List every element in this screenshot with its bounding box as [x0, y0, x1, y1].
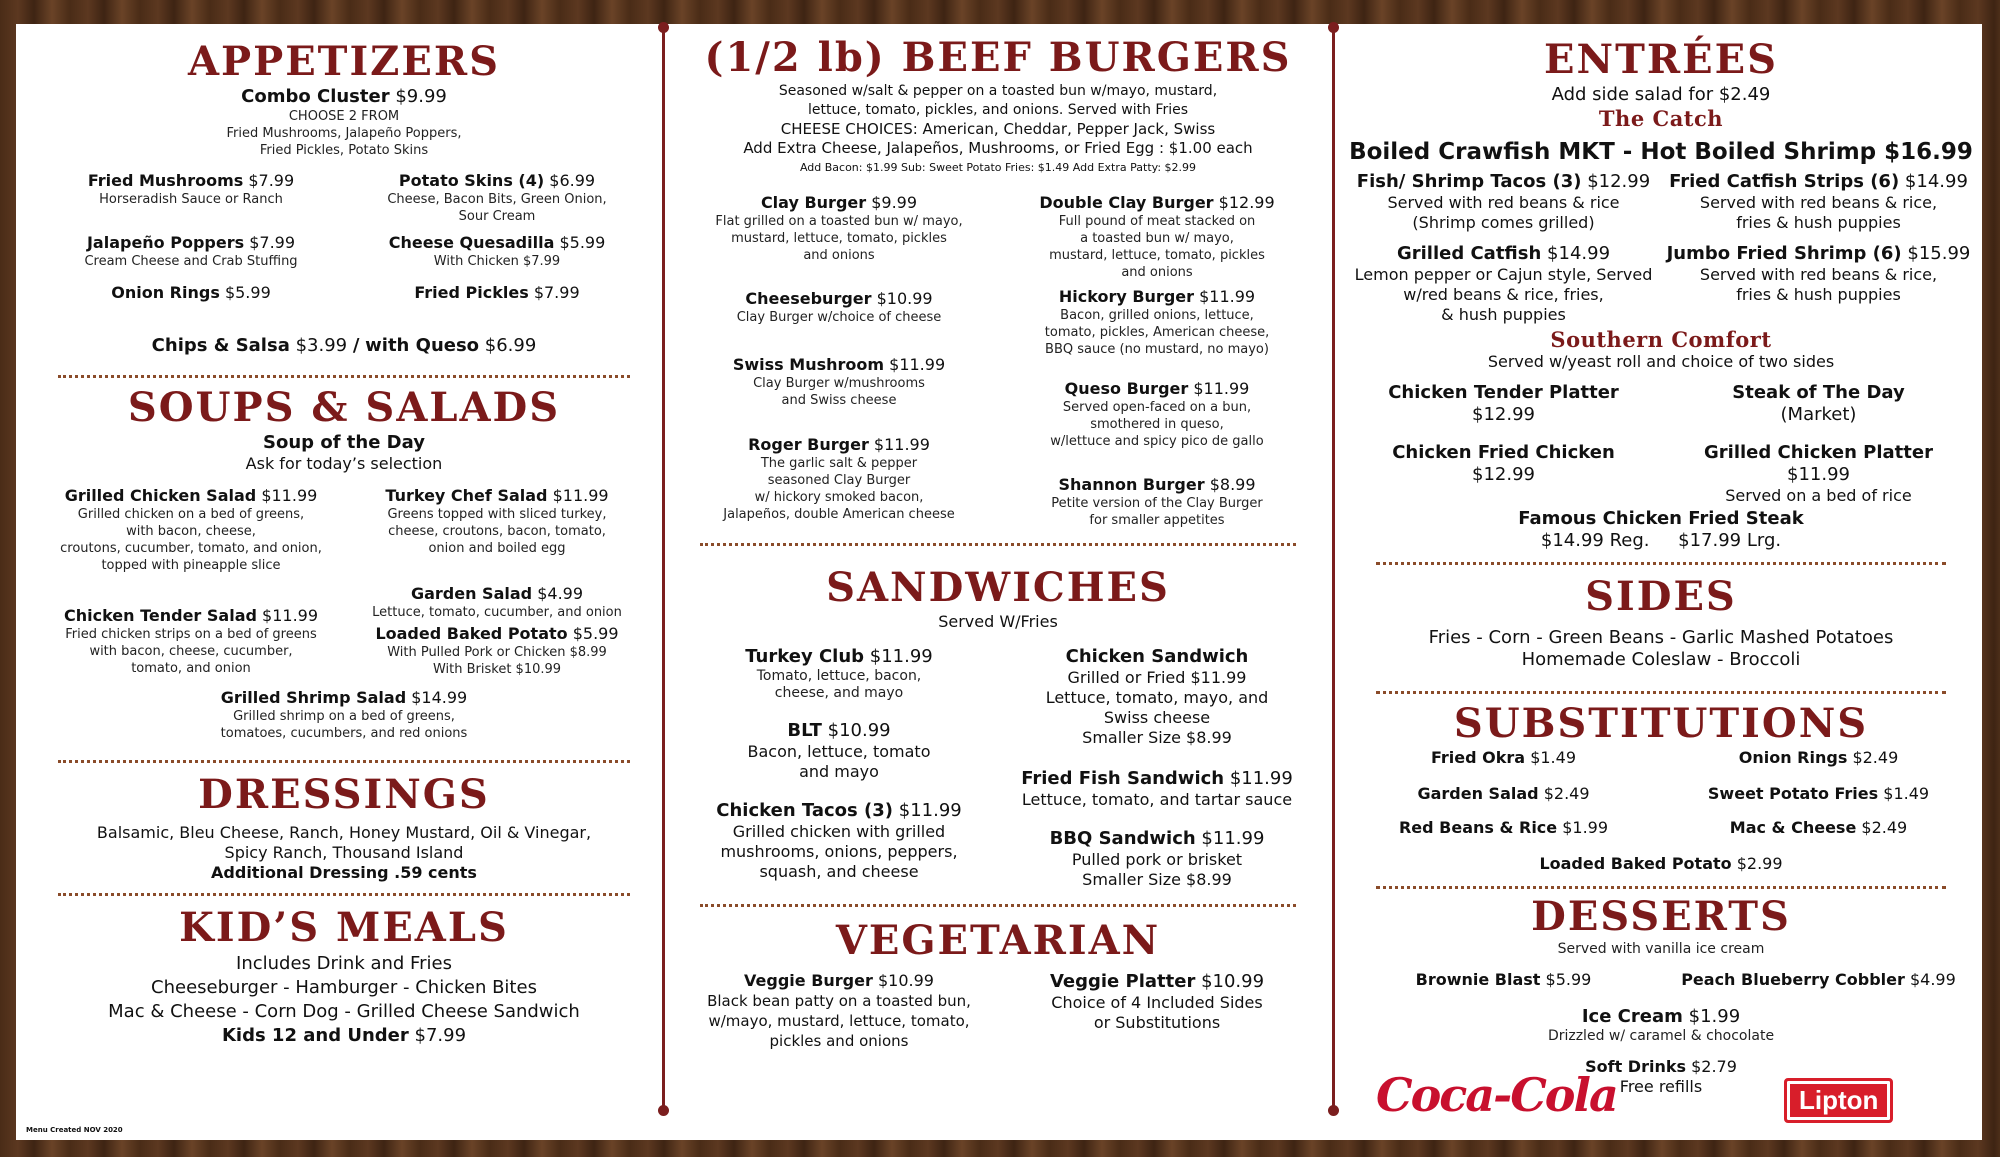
- item-price: $10.99: [876, 289, 933, 308]
- item-price: $14.99 Reg. $17.99 Lrg.: [1540, 530, 1782, 551]
- item-desc: Flat grilled on a toasted bun w/ mayo,: [715, 214, 963, 229]
- menu-item: [38, 486, 344, 606]
- item-desc: Served with red beans & rice: [1387, 193, 1620, 212]
- sandwiches-title: SANDWICHES: [826, 564, 1170, 611]
- footer-note: Menu Created NOV 2020: [26, 1126, 123, 1134]
- menu-item: [38, 233, 344, 283]
- combo-desc: Fried Mushrooms, Jalapeño Poppers,: [226, 126, 462, 141]
- item-desc: With Pulled Pork or Chicken $8.99: [387, 645, 607, 660]
- sides-title: SIDES: [1585, 573, 1737, 620]
- item-desc: Clay Burger w/choice of cheese: [736, 310, 942, 325]
- extras-line: Add Extra Cheese, Jalapeños, Mushrooms, or Fried Egg : $1.00 each: [743, 139, 1253, 157]
- chips-item: [38, 335, 650, 357]
- menu-item: [1661, 442, 1976, 506]
- menu-item: [344, 171, 650, 233]
- section-divider: [1376, 886, 1946, 889]
- item-price: $5.99: [572, 624, 619, 643]
- item-price: $6.99: [484, 335, 537, 356]
- item-desc: Sour Cream: [458, 209, 536, 224]
- item-name: Red Beans & Rice: [1398, 818, 1558, 837]
- menu-item: [1661, 970, 1976, 990]
- item-desc: pickles and onions: [769, 1032, 909, 1050]
- item-desc: mustard, lettuce, tomato, pickles: [1049, 248, 1265, 263]
- catch-title: The Catch: [1598, 106, 1724, 131]
- famous-item: [1346, 508, 1976, 552]
- item-name: Double Clay Burger: [1039, 193, 1214, 212]
- menu-item: [998, 379, 1316, 475]
- item-name: Brownie Blast: [1415, 970, 1541, 989]
- item-desc: Lemon pepper or Cajun style, Served: [1354, 265, 1653, 284]
- item-price: $1.99: [1688, 1006, 1741, 1027]
- item-name: Chips & Salsa: [151, 335, 290, 356]
- menu-item: [998, 828, 1316, 890]
- item-name: Garden Salad: [1417, 784, 1539, 803]
- item-price: $14.99: [411, 688, 468, 707]
- item-price: $8.99: [1209, 475, 1256, 494]
- burgers-intro: [680, 82, 1316, 177]
- sandwich-grid: [680, 646, 1316, 890]
- item-name: Turkey Chef Salad: [385, 486, 548, 505]
- middle-column: [680, 24, 1316, 1051]
- menu-item: [1661, 748, 1976, 784]
- left-column: [38, 24, 650, 1048]
- menu-item: [38, 606, 344, 677]
- item-price: $15.99: [1907, 243, 1971, 264]
- divider-left: [662, 24, 665, 1114]
- dressing-extra: Additional Dressing .59 cents: [211, 863, 477, 882]
- item-desc: cheese, and mayo: [774, 685, 904, 701]
- item-desc: Greens topped with sliced turkey,: [387, 507, 607, 522]
- item-price: $2.79: [1691, 1057, 1737, 1076]
- item-name: Onion Rings: [1738, 748, 1848, 767]
- combo-note: CHOOSE 2 FROM: [288, 109, 400, 124]
- item-name: Grilled Chicken Platter: [1704, 442, 1933, 463]
- sandwiches-subtitle: Served W/Fries: [938, 612, 1058, 631]
- combo-item: [38, 86, 650, 159]
- item-name: Loaded Baked Potato: [375, 624, 568, 643]
- item-price: $11.99: [1199, 287, 1256, 306]
- item-price: $7.99: [248, 171, 295, 190]
- item-name: Jalapeño Poppers: [86, 233, 245, 252]
- burger-grid: [680, 193, 1316, 529]
- item-price: $7.99: [249, 233, 296, 252]
- item-name: Fried Pickles: [414, 283, 529, 302]
- entrees-subtitle: Add side salad for $2.49: [1551, 84, 1771, 105]
- item-desc: The garlic salt & pepper: [760, 456, 918, 471]
- menu-item: [680, 720, 998, 800]
- item-price: $12.99: [1218, 193, 1275, 212]
- intro-line: lettuce, tomato, pickles, and onions. Served with Fries: [807, 102, 1189, 118]
- item-price: $2.49: [1861, 818, 1908, 837]
- item-price: $4.99: [1909, 970, 1956, 989]
- combo-price: $9.99: [395, 86, 447, 107]
- item-desc: topped with pineapple slice: [101, 558, 281, 573]
- item-desc: Bacon, lettuce, tomato: [747, 742, 931, 761]
- item-desc: squash, and cheese: [759, 862, 919, 881]
- item-name: Chicken Sandwich: [1065, 646, 1249, 667]
- substitution-grid: [1346, 748, 1976, 854]
- item-name: Swiss Mushroom: [732, 355, 885, 374]
- menu-item: [1346, 818, 1661, 854]
- item-desc: Lettuce, tomato, and tartar sauce: [1021, 790, 1293, 809]
- vegetarian-title: VEGETARIAN: [835, 917, 1161, 964]
- item-name: BLT: [787, 720, 822, 741]
- item-desc: Clay Burger w/mushrooms: [753, 376, 925, 391]
- section-divider: [700, 543, 1296, 546]
- item-desc: Free refills: [1619, 1077, 1703, 1096]
- menu-item: [344, 624, 650, 678]
- item-price: $5.99: [224, 283, 271, 302]
- section-divider: [1376, 691, 1946, 694]
- item-name: Cheese Quesadilla: [388, 233, 555, 252]
- section-divider: [58, 760, 630, 763]
- item-desc: and Swiss cheese: [781, 393, 897, 408]
- item-price: $11.99: [552, 486, 609, 505]
- menu-item: [680, 971, 998, 1051]
- vegetarian-grid: [680, 971, 1316, 1051]
- item-desc: Smaller Size $8.99: [1082, 728, 1232, 747]
- item-price: $2.49: [1852, 748, 1899, 767]
- menu-item: [1346, 784, 1661, 818]
- item-name: Fried Fish Sandwich: [1021, 768, 1225, 789]
- soups-title: SOUPS & SALADS: [127, 384, 561, 431]
- item-name: Hickory Burger: [1058, 287, 1195, 306]
- item-desc: w/lettuce and spicy pico de gallo: [1050, 434, 1264, 449]
- item-price: $10.99: [1201, 971, 1265, 992]
- item-desc: tomato, pickles, American cheese,: [1044, 325, 1270, 340]
- menu-item: [38, 283, 344, 323]
- dressing-line: Spicy Ranch, Thousand Island: [224, 843, 464, 862]
- sides-line: Fries - Corn - Green Beans - Garlic Mashed Potatoes: [1428, 627, 1894, 648]
- item-name: Mac & Cheese: [1729, 818, 1857, 837]
- item-desc: With Brisket $10.99: [432, 662, 562, 677]
- menu-item: [344, 233, 650, 283]
- separator: /: [352, 335, 360, 356]
- item-price: $11.99: [898, 800, 962, 821]
- item-price: $5.99: [1545, 970, 1592, 989]
- item-name: Potato Skins (4): [398, 171, 545, 190]
- menu-item: [1661, 171, 1976, 243]
- cheese-choices: CHEESE CHOICES: American, Cheddar, Pepper Jack, Swiss: [780, 120, 1216, 138]
- item-name: Grilled Chicken Salad: [64, 486, 257, 505]
- item-desc: w/red beans & rice, fries,: [1403, 285, 1604, 304]
- section-divider: [58, 375, 630, 378]
- item-desc: or Substitutions: [1093, 1013, 1221, 1032]
- item-price: $12.99: [1587, 171, 1651, 192]
- menu-item: [680, 800, 998, 882]
- item-name: Ice Cream: [1581, 1006, 1683, 1027]
- menu-item: [680, 646, 998, 720]
- comfort-title: Southern Comfort: [1550, 327, 1772, 352]
- item-desc: Grilled chicken with grilled: [732, 822, 946, 841]
- item-desc: With Chicken $7.99: [433, 254, 561, 269]
- item-desc: and onions: [803, 248, 875, 263]
- item-price: $12.99: [1472, 404, 1535, 425]
- soup-of-day: [38, 432, 650, 474]
- item-name: Famous Chicken Fried Steak: [1518, 508, 1804, 529]
- menu-item: [1346, 970, 1661, 990]
- combo-desc: Fried Pickles, Potato Skins: [259, 143, 429, 158]
- intro-line: Seasoned w/salt & pepper on a toasted bun w/mayo, mustard,: [778, 83, 1218, 99]
- kids-line: Includes Drink and Fries: [236, 953, 452, 974]
- item-desc: seasoned Clay Burger: [767, 473, 911, 488]
- combo-name: Combo Cluster: [241, 86, 390, 107]
- kids-title: KID’S MEALS: [179, 904, 509, 951]
- item-price: $14.99: [1904, 171, 1968, 192]
- item-price: $11.99: [1193, 379, 1250, 398]
- appetizer-grid: [38, 171, 650, 323]
- menu-item: [1346, 442, 1661, 506]
- item-name: Fried Catfish Strips (6): [1669, 171, 1900, 192]
- item-name: Cheeseburger: [745, 289, 872, 308]
- item-name: Fried Mushrooms: [87, 171, 244, 190]
- item-name: Onion Rings: [111, 283, 220, 302]
- item-name: BBQ Sandwich: [1049, 828, 1196, 849]
- item-price: $10.99: [827, 720, 891, 741]
- item-desc: mustard, lettuce, tomato, pickles: [731, 231, 947, 246]
- item-desc: Grilled chicken on a bed of greens,: [77, 507, 305, 522]
- item-name: Shannon Burger: [1058, 475, 1205, 494]
- section-divider: [1376, 562, 1946, 565]
- kids-price: $7.99: [414, 1025, 467, 1046]
- menu-item: [38, 688, 650, 742]
- item-name: Chicken Tender Salad: [63, 606, 257, 625]
- item-desc: (Shrimp comes grilled): [1412, 213, 1595, 232]
- menu-board: [16, 24, 1982, 1140]
- item-name: Soft Drinks: [1585, 1057, 1686, 1076]
- menu-item: [998, 646, 1316, 768]
- item-name: Fish/ Shrimp Tacos (3): [1356, 171, 1582, 192]
- menu-item: [1346, 243, 1661, 325]
- item-name: Turkey Club: [745, 646, 865, 667]
- item-desc: Drizzled w/ caramel & chocolate: [1547, 1028, 1775, 1044]
- sides-list: [1346, 627, 1976, 671]
- item-desc: Served on a bed of rice: [1725, 486, 1912, 505]
- item-name: Sweet Potato Fries: [1707, 784, 1879, 803]
- item-desc: Swiss cheese: [1103, 708, 1211, 727]
- item-name: Peach Blueberry Cobbler: [1681, 970, 1905, 989]
- addons-line: Add Bacon: $1.99 Sub: Sweet Potato Fries: $1.49 Add Extra Patty: $2.99: [799, 161, 1197, 174]
- item-desc: and onions: [1121, 265, 1193, 280]
- item-desc: Tomato, lettuce, bacon,: [756, 668, 922, 684]
- desserts-subtitle: Served with vanilla ice cream: [1557, 941, 1765, 957]
- item-name: Chicken Fried Chicken: [1392, 442, 1615, 463]
- item-desc: cheese, croutons, bacon, tomato,: [388, 524, 606, 539]
- item-price: $11.99: [869, 646, 933, 667]
- menu-item: [1661, 818, 1976, 854]
- item-desc: w/ hickory smoked bacon,: [754, 490, 924, 505]
- item-price: $6.99: [549, 171, 596, 190]
- item-name: Veggie Platter: [1049, 971, 1196, 992]
- menu-item: [38, 171, 344, 233]
- item-desc: BBQ sauce (no mustard, no mayo): [1045, 342, 1269, 357]
- item-desc: Grilled or Fried $11.99: [1067, 668, 1247, 687]
- item-price: $11.99: [889, 355, 946, 374]
- item-name: Soup of the Day: [263, 432, 425, 453]
- menu-item: [1661, 784, 1976, 818]
- item-price: $5.99: [559, 233, 606, 252]
- item-name: Jumbo Fried Shrimp (6): [1666, 243, 1902, 264]
- item-price: $14.99: [1547, 243, 1611, 264]
- item-name: Clay Burger: [760, 193, 867, 212]
- item-desc: Served open-faced on a bun,: [1062, 400, 1252, 415]
- comfort-subtitle: Served w/yeast roll and choice of two sides: [1487, 352, 1835, 371]
- item-desc: w/mayo, mustard, lettuce, tomato,: [708, 1012, 970, 1030]
- item-price: $11.99: [262, 606, 319, 625]
- salad-grid: [38, 486, 650, 678]
- section-divider: [700, 904, 1296, 907]
- dressings-title: DRESSINGS: [198, 771, 490, 818]
- kids-list: [38, 952, 650, 1048]
- menu-item: [1661, 382, 1976, 442]
- item-desc: mushrooms, onions, peppers,: [720, 842, 958, 861]
- menu-item: [998, 475, 1316, 529]
- item-price: $1.49: [1530, 748, 1576, 767]
- item-price: (Market): [1780, 404, 1857, 425]
- item-name: Roger Burger: [748, 435, 869, 454]
- item-name: Queso Burger: [1064, 379, 1189, 398]
- item-desc: tomatoes, cucumbers, and red onions: [220, 726, 468, 741]
- lipton-logo: Lipton: [1784, 1078, 1893, 1123]
- item-desc: fries & hush puppies: [1736, 285, 1901, 304]
- kids-line: Mac & Cheese - Corn Dog - Grilled Cheese Sandwich: [108, 1001, 580, 1022]
- menu-item: [998, 768, 1316, 828]
- item-price: $2.49: [1543, 784, 1590, 803]
- item-desc: Horseradish Sauce or Ranch: [99, 192, 283, 207]
- item-name: Veggie Burger: [744, 971, 873, 990]
- item-price: $4.99: [537, 584, 584, 603]
- item-name: Steak of The Day: [1732, 382, 1905, 403]
- menu-item: [1346, 1006, 1976, 1045]
- item-price: $3.99: [295, 335, 348, 356]
- item-price: $11.99: [1787, 464, 1850, 485]
- item-desc: and mayo: [799, 762, 879, 781]
- appetizers-title: APPETIZERS: [188, 38, 500, 85]
- menu-item: [1661, 243, 1976, 325]
- menu-item: [1346, 171, 1661, 243]
- item-name: Chicken Tacos (3): [716, 800, 894, 821]
- item-name: Grilled Shrimp Salad: [220, 688, 407, 707]
- item-desc: Ask for today’s selection: [245, 454, 443, 473]
- item-price: $7.99: [533, 283, 580, 302]
- substitutions-title: SUBSTITUTIONS: [1453, 700, 1869, 747]
- menu-item: [680, 355, 998, 435]
- dessert-grid: [1346, 970, 1976, 990]
- dressings-list: [38, 823, 650, 883]
- menu-item: [344, 283, 650, 323]
- item-desc: Smaller Size $8.99: [1082, 870, 1232, 889]
- desserts-title: DESSERTS: [1531, 893, 1791, 940]
- menu-item: [344, 486, 650, 584]
- item-name: Loaded Baked Potato: [1539, 854, 1732, 873]
- item-name: Fried Okra: [1431, 748, 1526, 767]
- item-price: $10.99: [877, 971, 934, 990]
- item-price: $11.99: [873, 435, 930, 454]
- item-desc: a toasted bun w/ mayo,: [1080, 231, 1234, 246]
- menu-item: [680, 193, 998, 289]
- item-price: $11.99: [261, 486, 318, 505]
- menu-item: [1346, 748, 1661, 784]
- menu-item: [680, 289, 998, 355]
- item-desc: for smaller appetites: [1089, 513, 1225, 528]
- item-desc: Jalapeños, double American cheese: [723, 507, 955, 522]
- menu-item: [998, 971, 1316, 1051]
- item-desc: Cheese, Bacon Bits, Green Onion,: [387, 192, 607, 207]
- item-desc: onion and boiled egg: [428, 541, 566, 556]
- item-desc: Served with red beans & rice,: [1699, 193, 1938, 212]
- item-desc: fries & hush puppies: [1736, 213, 1901, 232]
- item-desc: smothered in queso,: [1090, 417, 1224, 432]
- menu-item: [344, 584, 650, 624]
- item-name: Garden Salad: [410, 584, 533, 603]
- item-price: $9.99: [871, 193, 918, 212]
- item-desc: with bacon, cheese,: [126, 524, 256, 539]
- item-desc: croutons, cucumber, tomato, and onion,: [60, 541, 322, 556]
- item-desc: tomato, and onion: [131, 661, 251, 676]
- item-desc: Cream Cheese and Crab Stuffing: [84, 254, 298, 269]
- item-desc: Black bean patty on a toasted bun,: [707, 992, 971, 1010]
- menu-item: [998, 287, 1316, 379]
- item-desc: with bacon, cheese, cucumber,: [89, 644, 293, 659]
- item-desc: Full pound of meat stacked on: [1058, 214, 1256, 229]
- item-desc: Petite version of the Clay Burger: [1051, 496, 1263, 511]
- comfort-grid: [1346, 382, 1976, 506]
- item-desc: & hush puppies: [1441, 305, 1566, 324]
- coca-cola-logo: Coca-Cola: [1376, 1068, 1617, 1122]
- menu-item: [1346, 854, 1976, 874]
- item-name: Grilled Catfish: [1396, 243, 1542, 264]
- catch-grid: [1346, 171, 1976, 325]
- menu-item: [998, 193, 1316, 287]
- item-name: with Queso: [365, 335, 480, 356]
- burgers-title: (1/2 lb) BEEF BURGERS: [704, 34, 1292, 81]
- sides-line: Homemade Coleslaw - Broccoli: [1521, 649, 1801, 670]
- item-price: $1.49: [1883, 784, 1930, 803]
- item-desc: Fried chicken strips on a bed of greens: [65, 627, 317, 642]
- item-name: Chicken Tender Platter: [1388, 382, 1619, 403]
- section-divider: [58, 893, 630, 896]
- item-price: $11.99: [1229, 768, 1293, 789]
- right-column: [1346, 24, 1976, 1097]
- entrees-title: ENTRÉES: [1544, 36, 1778, 83]
- item-price: $1.99: [1562, 818, 1609, 837]
- kids-age: Kids 12 and Under: [221, 1025, 409, 1046]
- item-price: $11.99: [1201, 828, 1265, 849]
- item-desc: Lettuce, tomato, mayo, and: [1045, 688, 1269, 707]
- item-desc: Grilled shrimp on a bed of greens,: [233, 709, 455, 724]
- dressing-line: Balsamic, Bleu Cheese, Ranch, Honey Mustard, Oil & Vinegar,: [96, 823, 592, 842]
- item-price: $2.99: [1736, 854, 1783, 873]
- kids-line: Cheeseburger - Hamburger - Chicken Bites: [151, 977, 537, 998]
- item-desc: Served with red beans & rice,: [1699, 265, 1938, 284]
- menu-item: [680, 435, 998, 523]
- item-desc: Lettuce, tomato, cucumber, and onion: [372, 605, 622, 620]
- boiled-line: Boiled Crawfish MKT - Hot Boiled Shrimp $16.99: [1349, 139, 1973, 165]
- item-desc: Choice of 4 Included Sides: [1051, 993, 1263, 1012]
- item-price: $12.99: [1472, 464, 1535, 485]
- menu-item: [1346, 382, 1661, 442]
- item-desc: Pulled pork or brisket: [1071, 850, 1243, 869]
- divider-right: [1332, 24, 1335, 1114]
- item-desc: Bacon, grilled onions, lettuce,: [1060, 308, 1254, 323]
